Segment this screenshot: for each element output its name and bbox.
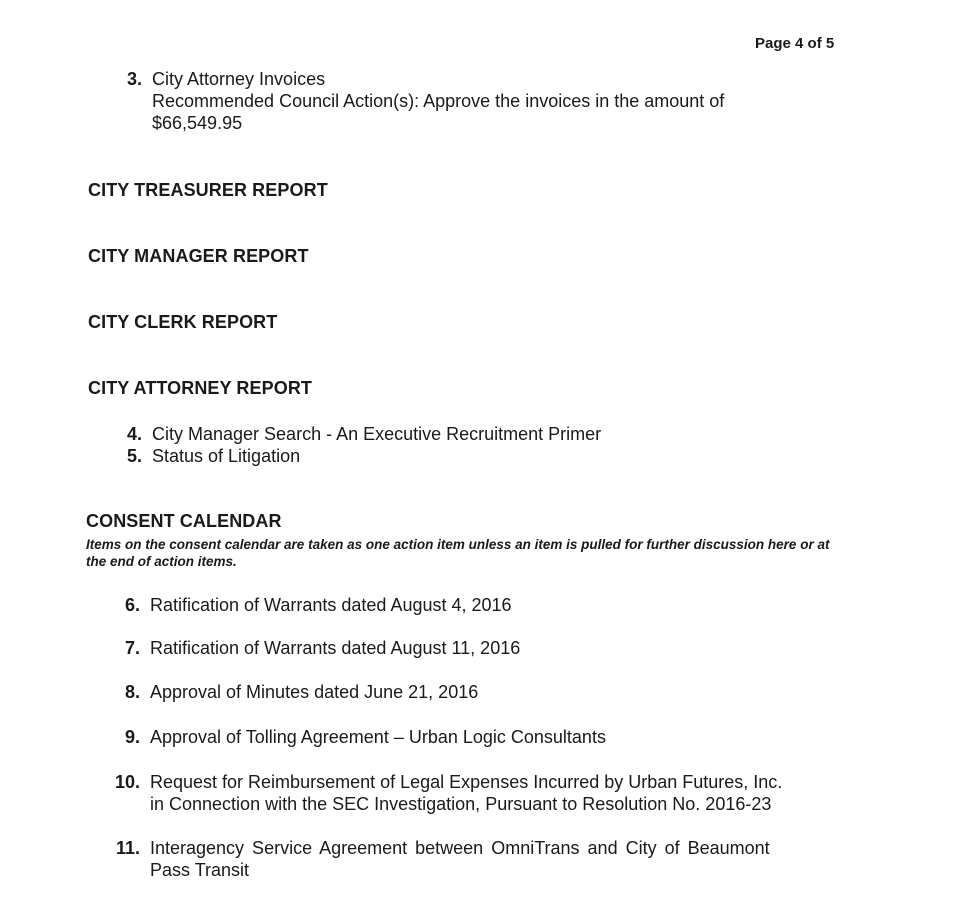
section-city-attorney-report: CITY ATTORNEY REPORT [88, 378, 313, 398]
agenda-item-8 [110, 681, 830, 703]
agenda-item-3 [112, 68, 832, 138]
section-city-manager-report: CITY MANAGER REPORT [88, 246, 309, 266]
item-recommended-action: Recommended Council Action(s): Approve the invoices in the amount of [152, 91, 725, 111]
item-amount: $66,549.95 [152, 113, 243, 133]
item-number: 8. [124, 682, 140, 702]
item-text: Status of Litigation [152, 446, 301, 466]
item-number: 3. [126, 69, 142, 89]
item-number: 10. [114, 772, 140, 792]
item-number: 9. [124, 727, 140, 747]
item-text-line: in Connection with the SEC Investigation, Pursuant to Resolution No. 2016-23 [150, 794, 772, 814]
item-text-line: Pass Transit [150, 860, 250, 880]
item-text: Approval of Minutes dated June 21, 2016 [150, 682, 479, 702]
item-text-line: Interagency Service Agreement between OmniTrans and City of Beaumont [150, 838, 770, 858]
agenda-item-5 [112, 445, 832, 467]
section-city-treasurer-report: CITY TREASURER REPORT [88, 180, 328, 200]
item-number: 4. [126, 424, 142, 444]
item-text: Approval of Tolling Agreement – Urban Logic Consultants [150, 727, 606, 747]
item-number: 11. [115, 838, 140, 858]
item-title: City Attorney Invoices [152, 69, 326, 89]
item-text: City Manager Search - An Executive Recruitment Primer [152, 424, 602, 444]
item-text-line: Request for Reimbursement of Legal Expenses Incurred by Urban Futures, Inc. [150, 772, 783, 792]
page-number: Page 4 of 5 [755, 35, 835, 52]
consent-calendar-note: Items on the consent calendar are taken as one action item unless an item is pulled for further discussion here or at the end of action items. [86, 537, 830, 569]
section-consent-calendar: CONSENT CALENDAR [86, 511, 282, 531]
item-body [150, 837, 838, 881]
item-body [150, 771, 782, 815]
agenda-item-4 [112, 423, 832, 445]
agenda-item-11 [110, 837, 840, 881]
item-body [152, 68, 724, 134]
section-city-clerk-report: CITY CLERK REPORT [88, 312, 278, 332]
agenda-item-7 [110, 637, 830, 659]
item-number: 6. [124, 595, 140, 615]
item-number: 5. [126, 446, 142, 466]
agenda-item-6 [110, 594, 830, 616]
item-text: Ratification of Warrants dated August 4, 2016 [150, 595, 512, 615]
agenda-item-9 [110, 726, 830, 748]
item-number: 7. [124, 638, 140, 658]
agenda-item-10 [110, 771, 840, 815]
item-text: Ratification of Warrants dated August 11, 2016 [150, 638, 521, 658]
